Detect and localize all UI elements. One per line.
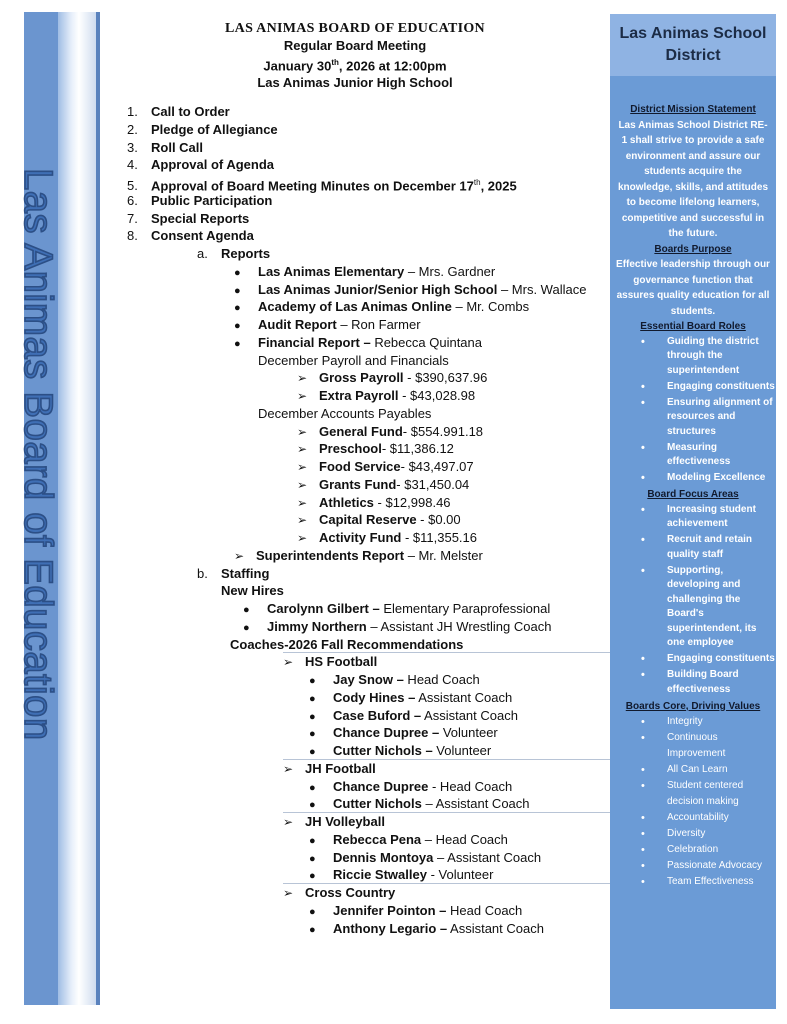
- coach-item: ● Anthony Legario – Assistant Coach: [309, 920, 544, 939]
- arrow-icon: ➢: [283, 815, 294, 829]
- mission-text: Las Animas School District RE-1 shall strive to provide a safe environment and assure our students acquire the knowledge, skills, and attitudes to become lifelong learners, competitive and successful in the future.: [617, 119, 769, 239]
- payable-item: ➢ Grants Fund- $31,450.04: [297, 476, 470, 492]
- purpose-text: Effective leadership through our governance function that assures quality education for all students.: [616, 259, 770, 317]
- focus-heading: Board Focus Areas: [647, 489, 739, 500]
- bullet-icon: ●: [234, 320, 241, 332]
- arrow-icon: ➢: [283, 655, 294, 670]
- divider: [283, 652, 613, 653]
- arrow-icon: ➢: [297, 513, 308, 528]
- bullet-icon: ●: [309, 923, 316, 936]
- bullet-icon: ●: [309, 852, 316, 865]
- superintendent-report: ➢ Superintendents Report – Mr. Melster: [234, 547, 483, 563]
- arrow-icon: ➢: [297, 389, 308, 403]
- bullet-icon: ●: [309, 799, 316, 812]
- payable-item: ➢ Capital Reserve - $0.00: [297, 512, 461, 528]
- coach-item: ● Riccie Stwalley - Volunteer: [309, 866, 493, 885]
- bullet-icon: ●: [234, 302, 241, 315]
- coach-group-heading: ➢ JH Volleyball: [283, 814, 385, 829]
- bullet-icon: ●: [309, 675, 316, 687]
- list-item: • Recruit and retain quality staff: [638, 533, 776, 562]
- payroll-item: ➢ Extra Payroll - $43,028.98: [297, 388, 476, 403]
- report-item: ● Las Animas Junior/Senior High School – Mrs. Wallace: [234, 281, 586, 300]
- coach-group-heading: ➢ JH Football: [283, 760, 376, 776]
- arrow-icon: ➢: [297, 477, 308, 492]
- payroll-heading: December Payroll and Financials: [258, 352, 449, 368]
- coach-item: ● Chance Dupree - Head Coach: [309, 778, 512, 797]
- arrow-icon: ➢: [234, 548, 245, 563]
- new-hires-heading: New Hires: [221, 583, 284, 599]
- list-item: • Team Effectiveness: [638, 874, 776, 890]
- banner-vertical-title: Las Animas Board of Education: [16, 168, 60, 741]
- list-item: • Celebration: [638, 842, 776, 858]
- district-sidebar: [610, 14, 776, 1009]
- agenda-item: 5. Approval of Board Meeting Minutes on December 17th, 2025: [127, 178, 517, 194]
- arrow-icon: ➢: [297, 424, 308, 439]
- coach-item: ● Case Buford – Assistant Coach: [309, 707, 518, 726]
- bullet-icon: ●: [309, 905, 316, 918]
- coach-item: ● Rebecca Pena – Head Coach: [309, 831, 508, 850]
- list-item: • All Can Learn: [638, 762, 776, 778]
- report-item: ● Las Animas Elementary – Mrs. Gardner: [234, 263, 495, 282]
- staffing-heading: b. Staffing: [197, 565, 270, 581]
- report-item: ● Financial Report – Rebecca Quintana: [234, 334, 482, 353]
- payable-item: ➢ Food Service- $43,497.07: [297, 459, 474, 474]
- list-item: • Integrity: [638, 714, 776, 730]
- list-item: • Guiding the district through the superintendent: [638, 335, 776, 379]
- payable-item: ➢ Activity Fund - $11,355.16: [297, 530, 477, 545]
- coach-item: ● Cutter Nichols – Assistant Coach: [309, 795, 530, 814]
- focus-list: [610, 503, 776, 698]
- sidebar-body: [610, 102, 776, 890]
- agenda-item: 6. Public Participation: [127, 192, 273, 208]
- roles-list: [610, 335, 776, 486]
- payable-item: ➢ General Fund- $554.991.18: [297, 423, 484, 439]
- divider: [283, 883, 613, 884]
- payroll-item: ➢ Gross Payroll - $390,637.96: [297, 370, 488, 386]
- coaches-heading: Coaches-2026 Fall Recommendations: [230, 636, 464, 652]
- bullet-icon: ●: [309, 728, 316, 741]
- bullet-icon: ●: [243, 604, 250, 616]
- agenda-item: 3. Roll Call: [127, 139, 204, 155]
- document-header: [200, 20, 510, 91]
- bullet-icon: ●: [234, 266, 241, 279]
- list-item: • Measuring effectiveness: [638, 441, 776, 470]
- arrow-icon: ➢: [297, 531, 308, 545]
- bullet-icon: ●: [243, 621, 250, 634]
- list-item: • Continuous Improvement: [638, 730, 776, 762]
- list-item: • Increasing student achievement: [638, 503, 776, 532]
- list-item: • Accountability: [638, 810, 776, 826]
- coach-item: ● Dennis Montoya – Assistant Coach: [309, 849, 541, 868]
- list-item: • Diversity: [638, 826, 776, 842]
- banner-stripe: [58, 12, 96, 1005]
- org-title: LAS ANIMAS BOARD OF EDUCATION: [225, 21, 485, 36]
- bullet-icon: ●: [234, 337, 241, 350]
- meeting-date: January 30th, 2026 at 12:00pm: [263, 58, 447, 74]
- list-item: • Ensuring alignment of resources and structures: [638, 396, 776, 440]
- banner-edge: [96, 12, 100, 1005]
- agenda-item: 7. Special Reports: [127, 210, 250, 226]
- report-item: ● Academy of Las Animas Online – Mr. Combs: [234, 298, 529, 317]
- coach-item: ● Jennifer Pointon – Head Coach: [309, 902, 522, 921]
- coach-item: ● Cutter Nichols – Volunteer: [309, 742, 491, 761]
- meeting-location: Las Animas Junior High School: [257, 75, 453, 91]
- purpose-heading: Boards Purpose: [654, 243, 732, 255]
- list-item: • Building Board effectiveness: [638, 668, 776, 697]
- bullet-icon: ●: [309, 746, 316, 758]
- bullet-icon: ●: [309, 692, 316, 705]
- coach-group-heading: ➢ HS Football: [283, 654, 378, 670]
- coach-item: ● Chance Dupree – Volunteer: [309, 724, 498, 743]
- sidebar-title: Las Animas School District: [610, 14, 776, 76]
- bullet-icon: ●: [309, 781, 316, 794]
- arrow-icon: ➢: [297, 495, 308, 510]
- list-item: • Supporting, developing and challenging the Board's superintendent, its one employee: [638, 564, 776, 651]
- arrow-icon: ➢: [297, 442, 308, 457]
- list-item: • Modeling Excellence: [638, 471, 776, 486]
- payable-item: ➢ Preschool- $11,386.12: [297, 441, 454, 457]
- list-item: • Engaging constituents: [638, 652, 776, 667]
- new-hire-item: ● Carolynn Gilbert – Elementary Paraprofessional: [243, 600, 550, 619]
- arrow-icon: ➢: [297, 460, 308, 474]
- mission-heading: District Mission Statement: [630, 104, 756, 115]
- agenda-item: 4. Approval of Agenda: [127, 157, 275, 173]
- coach-item: ● Jay Snow – Head Coach: [309, 671, 480, 690]
- report-item: ● Audit Report – Ron Farmer: [234, 316, 421, 335]
- list-item: • Engaging constituents: [638, 380, 776, 395]
- values-heading: Boards Core, Driving Values: [625, 700, 761, 712]
- bullet-icon: ●: [309, 834, 316, 847]
- divider: [283, 759, 613, 760]
- coach-item: ● Cody Hines – Assistant Coach: [309, 689, 512, 708]
- bullet-icon: ●: [234, 284, 241, 297]
- arrow-icon: ➢: [283, 761, 294, 776]
- agenda-item: 1. Call to Order: [127, 104, 230, 119]
- roles-heading: Essential Board Roles: [640, 321, 746, 332]
- meeting-type: Regular Board Meeting: [283, 38, 427, 53]
- values-list: [610, 714, 776, 890]
- payables-heading: December Accounts Payables: [258, 405, 432, 421]
- arrow-icon: ➢: [297, 371, 308, 386]
- coach-group-heading: ➢ Cross Country: [283, 885, 396, 900]
- list-item: • Passionate Advocacy: [638, 858, 776, 874]
- divider: [283, 812, 613, 813]
- agenda-item: 2. Pledge of Allegiance: [127, 121, 278, 137]
- reports-heading: a. Reports: [197, 246, 271, 261]
- arrow-icon: ➢: [283, 886, 294, 900]
- bullet-icon: ●: [309, 870, 316, 883]
- list-item: • Student centered decision making: [638, 778, 776, 810]
- new-hire-item: ● Jimmy Northern – Assistant JH Wrestling Coach: [243, 618, 551, 637]
- payable-item: ➢ Athletics - $12,998.46: [297, 494, 451, 510]
- agenda-item: 8. Consent Agenda: [127, 228, 254, 244]
- bullet-icon: ●: [309, 710, 316, 723]
